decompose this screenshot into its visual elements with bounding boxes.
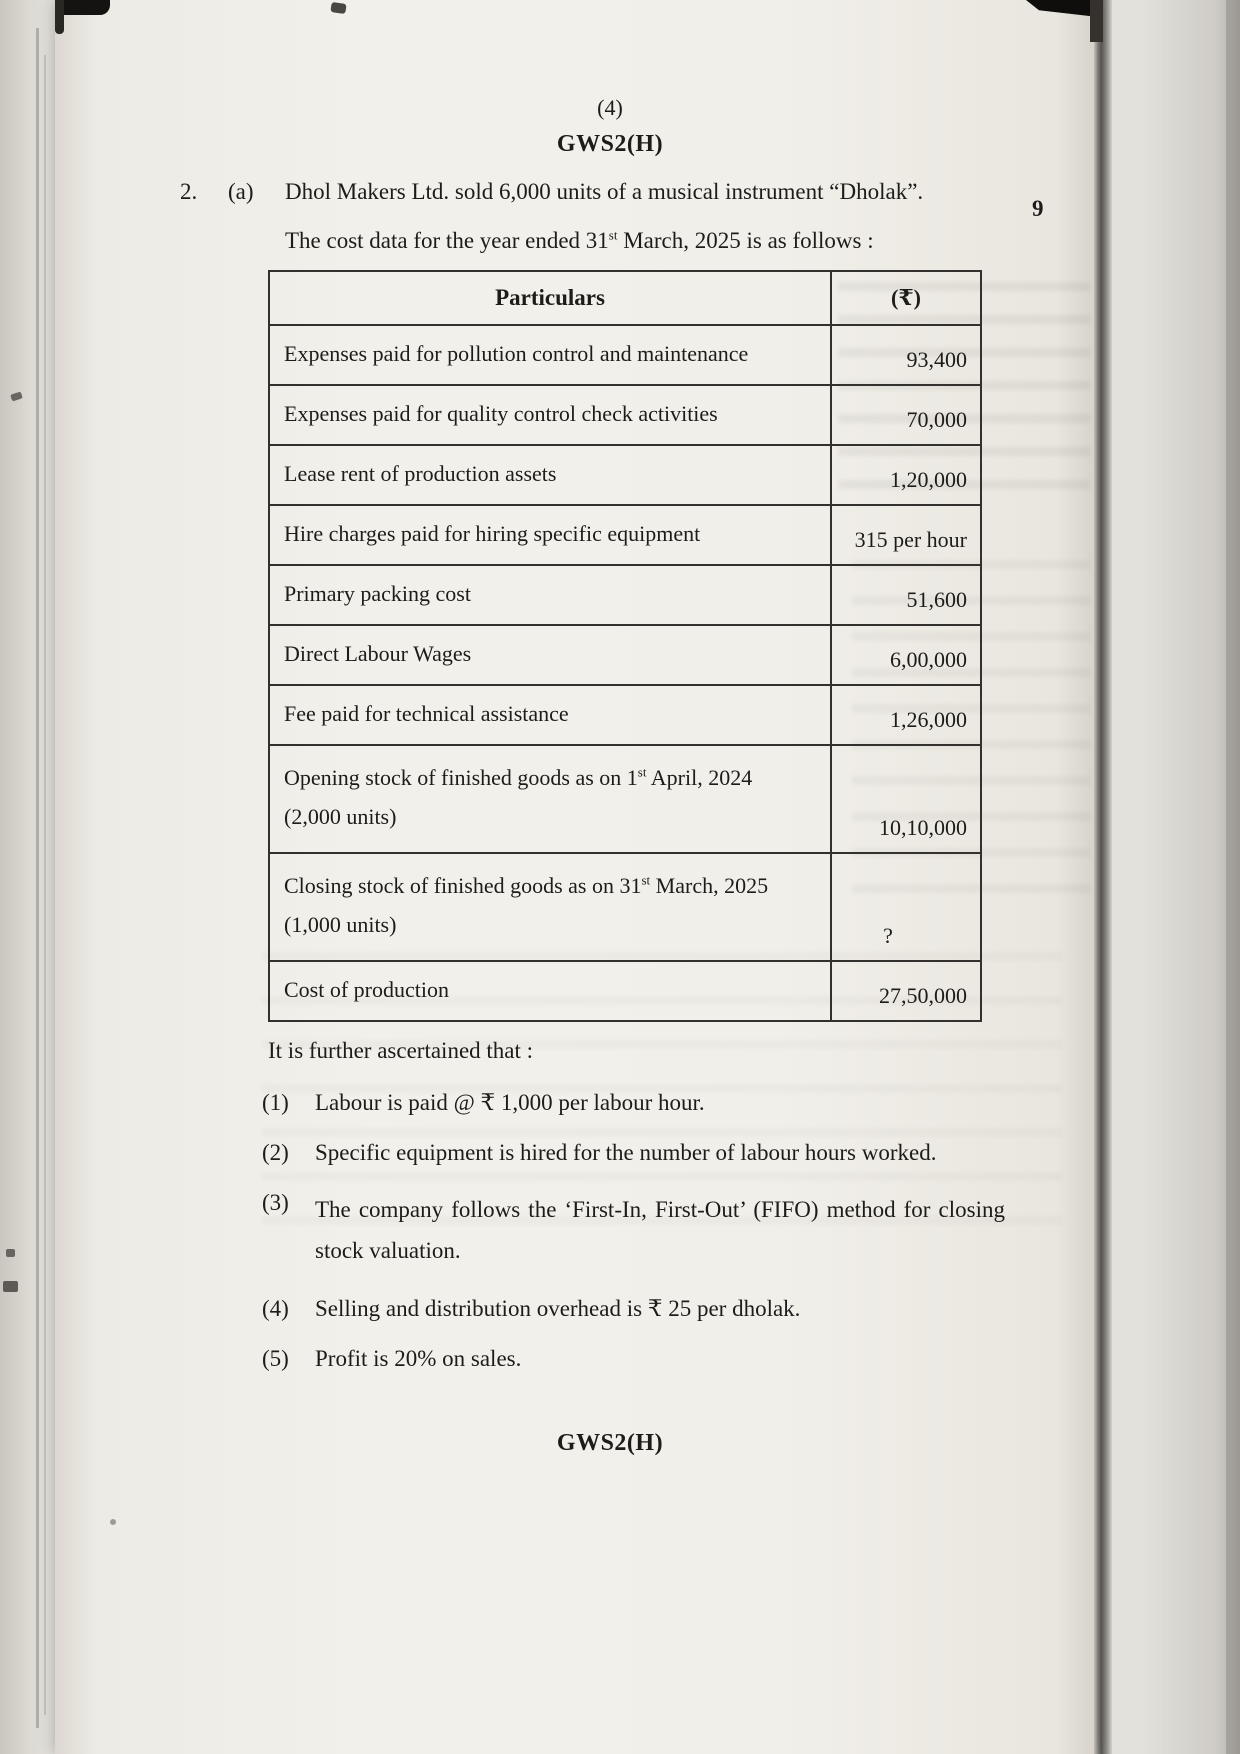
- doc-code-header: GWS2(H): [556, 131, 664, 157]
- table-cell-amount: 1,26,000: [831, 685, 981, 745]
- list-item: [262, 1190, 1040, 1272]
- table-cell-amount: 93,400: [831, 325, 981, 385]
- table-header-row: [269, 271, 981, 325]
- column-header-particulars: Particulars: [269, 271, 831, 325]
- list-item-number: (2): [262, 1140, 289, 1166]
- ordinal-superscript: st: [641, 872, 651, 888]
- table-row: [269, 625, 981, 685]
- question-number: 2.: [180, 179, 198, 204]
- question-line: [180, 179, 1040, 205]
- book-spine-line: [44, 55, 46, 1715]
- label-line2: (1,000 units): [284, 911, 397, 937]
- list-item-number: (1): [262, 1090, 289, 1116]
- question-marks: 9: [1032, 196, 1044, 221]
- list-item: [262, 1090, 1040, 1116]
- question-text: Dhol Makers Ltd. sold 6,000 units of a musical instrument “Dholak”.: [285, 179, 924, 204]
- table-row: [269, 505, 981, 565]
- table-row: [269, 853, 981, 961]
- list-item: [262, 1346, 1040, 1372]
- scan-corner-artifact: [1090, 0, 1103, 42]
- table-cell-label: Cost of production: [269, 961, 831, 1021]
- question-part-label: (a): [228, 179, 254, 204]
- list-item-text: The company follows the ‘First-In, First-Out’ (FIFO) method for closing stock valuation.: [315, 1197, 1005, 1264]
- scan-edge-shadow: [1226, 0, 1240, 1754]
- scan-corner-artifact: [55, 0, 64, 34]
- ordinal-superscript: st: [637, 764, 647, 780]
- table-row: [269, 745, 981, 853]
- cost-data-table: [268, 270, 982, 1022]
- list-item-number: (3): [262, 1190, 289, 1216]
- table-cell-amount: 70,000: [831, 385, 981, 445]
- list-item: [262, 1140, 1040, 1166]
- table-cell-amount: 51,600: [831, 565, 981, 625]
- label-text-pre: Opening stock of finished goods as on 1: [284, 765, 638, 791]
- further-ascertained-heading: It is further ascertained that :: [268, 1038, 534, 1064]
- intro-text-post: March, 2025 is as follows :: [617, 228, 874, 253]
- scan-edge-shadow: [1094, 0, 1112, 1754]
- table-row: [269, 961, 981, 1021]
- scan-smudge-artifact: [330, 2, 346, 14]
- table-cell-label: Expenses paid for pollution control and maintenance: [269, 325, 831, 385]
- label-text-pre: Closing stock of finished goods as on 31: [284, 873, 642, 899]
- scan-speck-artifact: [10, 391, 23, 401]
- table-cell-label: [269, 853, 831, 961]
- list-item: [262, 1296, 1040, 1322]
- cost-data-intro: [285, 228, 1040, 254]
- label-text-post: March, 2025: [650, 873, 769, 899]
- table-cell-label: Hire charges paid for hiring specific equipment: [269, 505, 831, 565]
- list-item-text: Profit is 20% on sales.: [315, 1346, 522, 1372]
- table-cell-amount: ?: [831, 853, 981, 961]
- table-cell-amount: 1,20,000: [831, 445, 981, 505]
- column-header-amount: (₹): [831, 271, 981, 325]
- table-cell-label: Fee paid for technical assistance: [269, 685, 831, 745]
- table-row: [269, 565, 981, 625]
- scan-corner-artifact: [58, 0, 110, 15]
- label-line2: (2,000 units): [284, 803, 397, 829]
- list-item-text: Labour is paid @ ₹ 1,000 per labour hour.: [315, 1090, 705, 1116]
- table-row: [269, 325, 981, 385]
- intro-text-pre: The cost data for the year ended 31: [285, 228, 609, 253]
- scan-speck-artifact: [110, 1519, 116, 1525]
- doc-code-footer: GWS2(H): [556, 1430, 664, 1457]
- table-cell-amount: 6,00,000: [831, 625, 981, 685]
- table-row: [269, 385, 981, 445]
- table-row: [269, 445, 981, 505]
- page-content: [180, 95, 1040, 1457]
- intro-ordinal-superscript: st: [608, 227, 618, 243]
- list-item-number: (4): [262, 1296, 289, 1322]
- table-cell-label: [269, 745, 831, 853]
- label-text-post: April, 2024: [646, 765, 753, 791]
- book-spine-line: [36, 28, 39, 1728]
- table-cell-amount: 10,10,000: [831, 745, 981, 853]
- scan-speck-artifact: [3, 1281, 18, 1292]
- table-cell-label: Primary packing cost: [269, 565, 831, 625]
- notes-list: [262, 1090, 1040, 1372]
- page-number: (4): [597, 95, 623, 120]
- table-cell-label: Lease rent of production assets: [269, 445, 831, 505]
- table-cell-label: Expenses paid for quality control check activities: [269, 385, 831, 445]
- table-row: [269, 685, 981, 745]
- table-cell-amount: 27,50,000: [831, 961, 981, 1021]
- scan-speck-artifact: [6, 1249, 15, 1257]
- list-item-text: Specific equipment is hired for the number of labour hours worked.: [315, 1140, 937, 1166]
- table-cell-amount: 315 per hour: [831, 505, 981, 565]
- list-item-text: Selling and distribution overhead is ₹ 25 per dholak.: [315, 1296, 801, 1322]
- table-cell-label: Direct Labour Wages: [269, 625, 831, 685]
- list-item-number: (5): [262, 1346, 289, 1372]
